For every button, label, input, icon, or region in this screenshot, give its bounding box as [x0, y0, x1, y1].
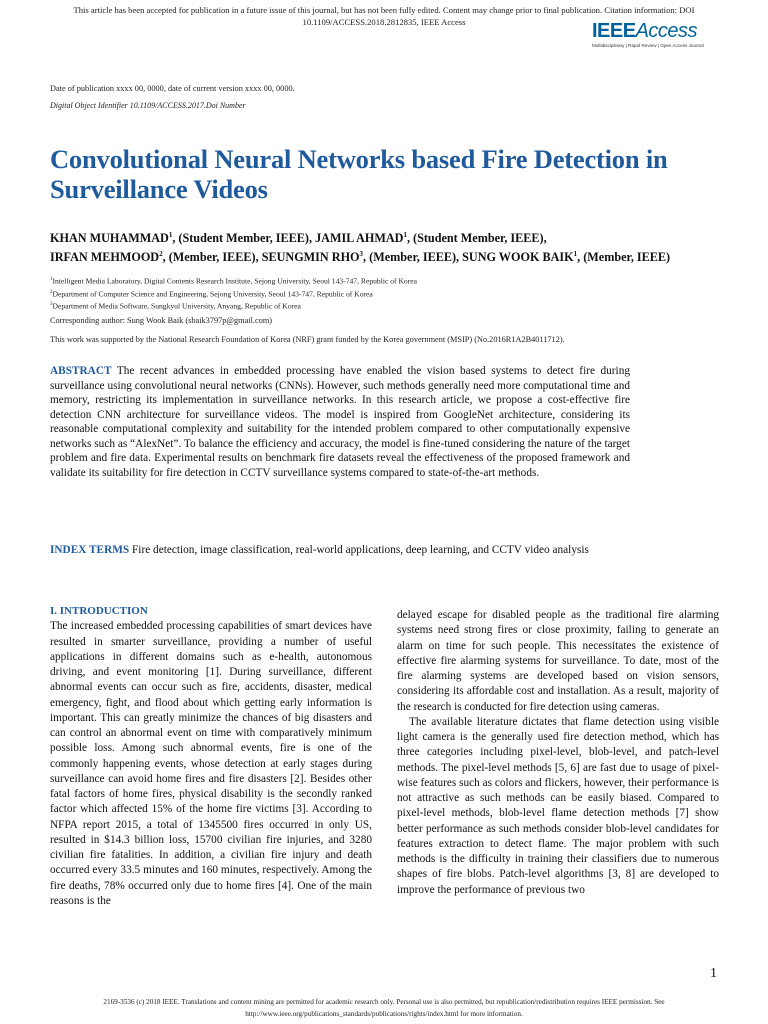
- author-role: , (Student Member, IEEE),: [406, 231, 547, 246]
- author-name: SUNG WOOK BAIK: [462, 249, 574, 264]
- right-column: [397, 608, 719, 898]
- author-name: JAMIL AHMAD: [315, 231, 404, 246]
- left-column: [50, 604, 372, 909]
- doi-line: Digital Object Identifier 10.1109/ACCESS.2017.Doi Number: [50, 101, 246, 110]
- logo-access: Access: [635, 20, 698, 42]
- author-role: , (Member, IEEE): [577, 249, 671, 264]
- author-list: [50, 228, 730, 265]
- funding-note: This work was supported by the National Research Foundation of Korea (NRF) grant funded by the Korea government (MSIP) (No.2016R1A2B4011712).: [50, 335, 565, 344]
- author-affil-sup: 1: [168, 231, 173, 239]
- affil-sup: 2: [50, 289, 53, 295]
- affil-text: Department of Computer Science and Engineering, Sejong University, Seoul 143-747, Republic of Korea: [52, 289, 373, 299]
- author-affil-sup: 2: [159, 249, 163, 258]
- author-role: , (Member, IEEE),: [162, 249, 262, 264]
- affiliation: [50, 299, 730, 312]
- author-name: KHAN MUHAMMAD: [50, 231, 169, 246]
- abstract-text: The recent advances in embedded processing have enabled the vision based systems to detect fire during surveillance using convolutional neural networks (CNNs). However, such methods generally need more computational time and memory, restricting its implementation in surveillance networks. In this research article, we propose a cost-effective fire detection CNN architecture for surveillance videos. The model is inspired from GoogleNet architecture, considering its reasonable computational complexity and suitability for the intended problem compared to other computationally expensive networks such as “AlexNet”. To balance the efficiency and accuracy, the model is fine-tuned considering the nature of the target problem and fire data. Experimental results on benchmark fire datasets reveal the effectiveness of the proposed framework and validate its suitability for fire detection in CCTV surveillance systems compared to state-of-the-art methods.: [50, 365, 630, 479]
- intro-paragraph: The available literature dictates that flame detection using visible light camera is the generally used fire detection method, which has three categories including pixel-level, blob-level, and patch-level methods. The pixel-level methods [5, 6] are fast due to usage of pixel-wise features such as colors and flickers, however, their performance is not attractive as such methods can be easily biased. Compared to pixel-level methods, blob-level flame detection methods [7] show better performance as such methods consider blob-level candidates for features extraction to detect flame. The major problem with such methods is the difficulty in training their classifiers due to numerous shapes of fire blobs. Patch-level algorithms [3, 8] are developed to improve the performance of previous two: [397, 715, 720, 896]
- author-affil-sup: 3: [359, 249, 364, 258]
- author-affil-sup: 1: [573, 249, 578, 258]
- top-notice: This article has been accepted for publication in a future issue of this journal, but has not been fully edited. Content may change prior to final publication. Citation information: DOI 10.1109/ACCESS.2018.2812835, IEEE Access: [73, 5, 695, 27]
- author-role: , (Member, IEEE),: [363, 249, 463, 264]
- author-role: , (Student Member, IEEE),: [172, 231, 316, 246]
- logo-wordmark: [592, 20, 722, 42]
- copyright-footer: 2169-3536 (c) 2018 IEEE. Translations and content mining are permitted for academic research only. Personal use is also permitted, but republication/redistribution requires IEEE permission. See http://www.ieee.org/publications_standards/publications/rights/index.html for more information.: [103, 998, 665, 1018]
- intro-paragraph: The increased embedded processing capabilities of smart devices have resulted in smarter surveillance, providing a number of useful applications in different domains such as e-health, autonomous driving, and event monitoring [1]. During surveillance, different abnormal events can occur such as fire, accidents, disaster, medical emergency, fight, and flood about which getting early information is important. This can greatly minimize the chances of big disasters and can control an abnormal event on time with comparatively minimum possible loss. Among such abnormal events, fire is one of the commonly happening events, whose detection at early stages during surveillance can avoid home fires and fire disasters [2]. Besides other fatal factors of home fires, physical disability is the secondly ranked factor which affected 15% of the home fire victims [3]. According to NFPA report 2015, a total of 1345500 fires occurred in only US, resulted in $14.3 billion loss, 15700 civilian fire injuries, and 3280 civilian fire fatalities. In addition, a civilian fire injury and death occurred every 33.5 minutes and 160 minutes, respectively. Among the fire deaths, 78% occurred only due to home fires [4]. One of the main reasons is the: [50, 620, 372, 907]
- affiliation-list: [50, 274, 730, 312]
- corresponding-author: Corresponding author: Sung Wook Baik (sbaik3797p@gmail.com): [50, 316, 273, 325]
- affil-sup: 1: [50, 277, 53, 282]
- abstract: [50, 364, 630, 480]
- author-affil-sup: 1: [403, 231, 407, 239]
- page-number: 1: [710, 966, 717, 981]
- abstract-label: ABSTRACT: [50, 365, 112, 377]
- author-name: SEUNGMIN RHO: [261, 249, 360, 264]
- affil-sup: 3: [50, 302, 53, 308]
- intro-paragraph: delayed escape for disabled people as the traditional fire alarming systems need strong fires or close proximity, failing to generate an alarm on time for such people. This necessitates the existence of effective fire alarming systems for surveillance. To date, most of the fire alarming systems are developed based on vision sensors, considering its affordable cost and installation. As a result, majority of the research is conducted for fire detection using cameras.: [397, 609, 719, 713]
- paper-title: Convolutional Neural Networks based Fire Detection in Surveillance Videos: [50, 144, 668, 204]
- index-terms: [50, 543, 630, 558]
- section-heading-introduction: I. INTRODUCTION: [50, 605, 148, 617]
- logo-tagline: Multidisciplinary | Rapid Review | Open Access Journal: [592, 43, 704, 48]
- index-terms-label: INDEX TERMS: [50, 544, 130, 556]
- index-terms-text: Fire detection, image classification, real-world applications, deep learning, and CCTV video analysis: [129, 544, 589, 556]
- ieee-access-logo: [592, 20, 722, 48]
- affil-text: Department of Media Software, Sungkyul University, Anyang, Republic of Korea: [52, 301, 301, 311]
- affiliation: [50, 274, 730, 287]
- affil-text: Intelligent Media Laboratory, Digital Contents Research Institute, Sejong University, Seoul 143-747, Republic of Korea: [52, 276, 417, 286]
- logo-ieee: IEEE: [592, 20, 636, 42]
- publication-date: Date of publication xxxx 00, 0000, date of current version xxxx 00, 0000.: [50, 84, 295, 93]
- author-name: IRFAN MEHMOOD: [50, 249, 160, 264]
- affiliation: [50, 287, 730, 300]
